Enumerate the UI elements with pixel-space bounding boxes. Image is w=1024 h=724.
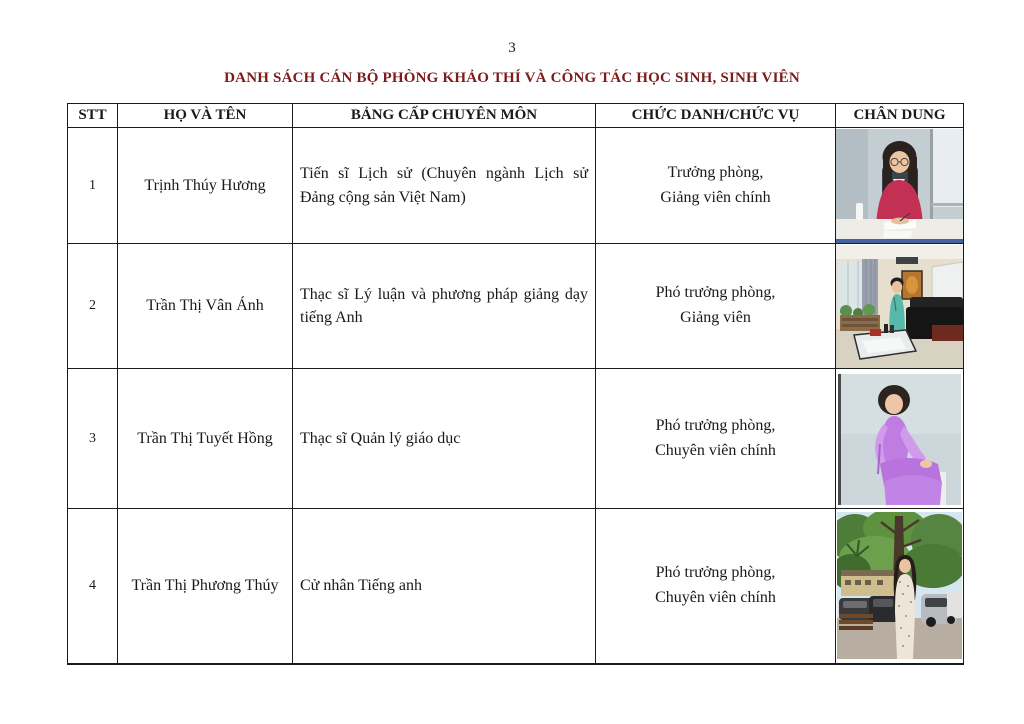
cell-position [596,244,836,369]
table-row [68,244,964,369]
col-header-position: CHỨC DANH/CHỨC VỤ [596,104,836,128]
portrait-photo-office-room [836,245,963,368]
cell-qualification: Cử nhân Tiếng anh [293,509,596,664]
portrait-photo [836,370,963,508]
cell-portrait [836,128,964,244]
col-header-name: HỌ VÀ TÊN [118,104,293,128]
portrait-photo [836,245,963,368]
cell-stt: 2 [68,244,118,369]
cell-stt: 1 [68,128,118,244]
cell-stt: 4 [68,509,118,664]
portrait-photo [836,129,963,243]
portrait-photo-studio-aodai [838,374,961,505]
portrait-photo-office-desk [836,129,963,243]
staff-table [67,103,964,665]
cell-position [596,128,836,244]
col-header-stt: STT [68,104,118,128]
cell-position [596,369,836,509]
page-number: 3 [508,40,516,56]
position-line-2: Giảng viên chính [660,188,771,206]
portrait-photo [836,509,963,662]
position-line-2: Giảng viên [680,309,751,326]
cell-qualification: Thạc sĩ Lý luận và phương pháp giảng dạy tiếng Anh [293,244,596,369]
col-header-portrait: CHÂN DUNG [836,104,964,128]
table-row [68,369,964,509]
document-title: DANH SÁCH CÁN BỘ PHÒNG KHẢO THÍ VÀ CÔNG TÁC HỌC SINH, SINH VIÊN [224,70,800,86]
cell-name: Trần Thị Vân Ánh [118,244,293,369]
cell-stt: 3 [68,369,118,509]
cell-qualification: Tiến sĩ Lịch sử (Chuyên ngành Lịch sử Đảng cộng sản Việt Nam) [293,128,596,244]
position-line-1: Phó trưởng phòng, [655,284,776,302]
position-line-1: Trưởng phòng, [667,163,764,181]
position-line-1: Phó trưởng phòng, [655,416,776,434]
table-row [68,509,964,664]
col-header-qualification: BẢNG CẤP CHUYÊN MÔN [293,104,596,128]
cell-name: Trần Thị Phương Thúy [118,509,293,664]
position-line-2: Chuyên viên chính [655,441,776,459]
position-line-1: Phó trưởng phòng, [655,563,776,581]
position-line-2: Chuyên viên chính [655,588,776,606]
cell-portrait [836,369,964,509]
cell-position [596,509,836,664]
cell-portrait [836,509,964,664]
table-row [68,128,964,244]
portrait-photo-outdoor-trees [837,512,962,659]
cell-name: Trịnh Thúy Hương [118,128,293,244]
cell-qualification: Thạc sĩ Quản lý giáo dục [293,369,596,509]
cell-name: Trần Thị Tuyết Hồng [118,369,293,509]
cell-portrait [836,244,964,369]
table-header-row [68,104,964,128]
